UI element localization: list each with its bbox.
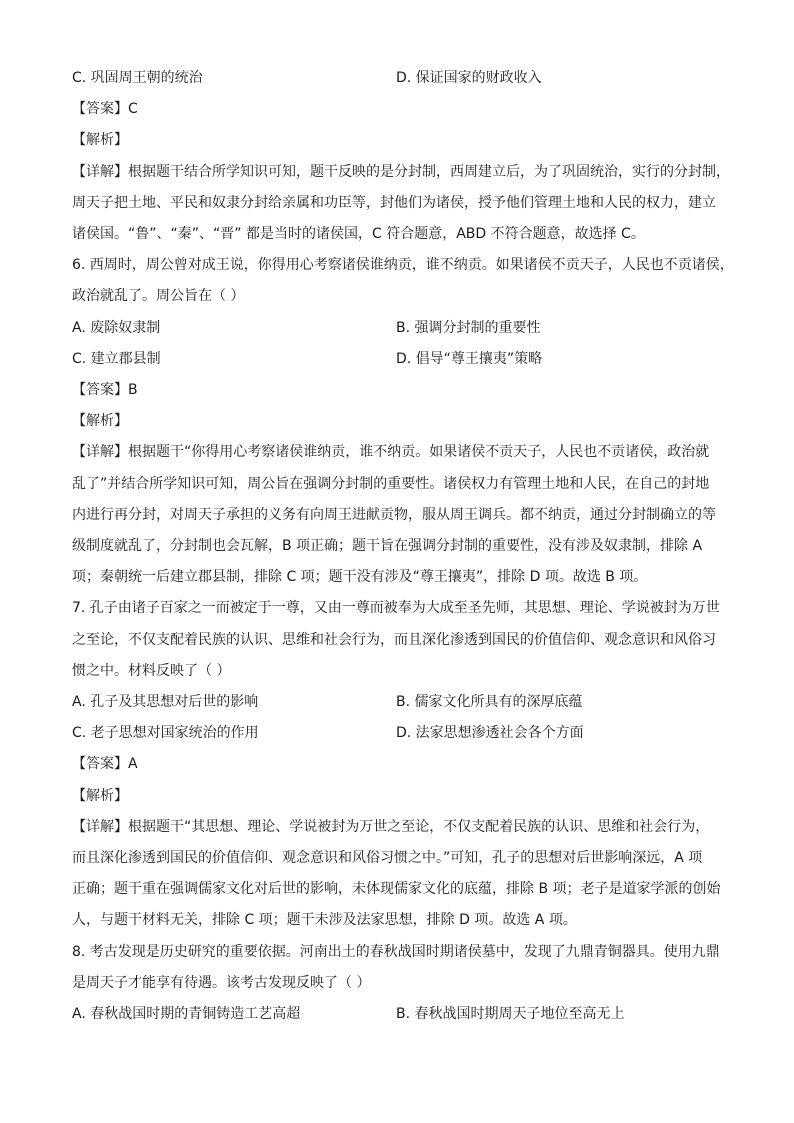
q7-option-b[interactable]: B. 儒家文化所具有的深厚底蕴 [396, 694, 583, 711]
q8-stem-line: 是周天子才能享有待遇。该考古发现反映了（ ） [72, 974, 371, 991]
q7-option-c[interactable]: C. 老子思想对国家统治的作用 [72, 725, 259, 742]
q5-detail-line: 诸侯国。“鲁”、“秦”、“晋” 都是当时的诸侯国，C 符合题意，ABD 不符合题意，故选择 C。 [72, 226, 645, 243]
q5-option-c[interactable]: C. 巩固周王朝的统治 [72, 70, 203, 86]
q8-option-b[interactable]: B. 春秋战国时期周天子地位至高无上 [396, 1006, 625, 1023]
q7-analysis-heading: 【解析】 [72, 787, 128, 804]
q5-options-row-cd [72, 63, 754, 94]
q6-stem-line: 政治就乱了。周公旨在（ ） [72, 288, 245, 305]
q7-stem-line: 惯之中。材料反映了（ ） [72, 662, 231, 679]
q7-answer: 【答案】A [72, 756, 138, 773]
q7-options-row-ab [72, 687, 754, 718]
q7-detail-line: 人，与题干材料无关，排除 C 项；题干未涉及法家思想，排除 D 项。故选 A 项。 [72, 912, 577, 929]
q6-detail-line: 【详解】根据题干“你得用心考察诸侯谁纳贡，谁不纳贡。如果诸侯不贡天子，人民也不贡诸侯，政治就 [72, 444, 710, 461]
q6-stem-line: 6. 西周时，周公曾对成王说，你得用心考察诸侯谁纳贡，谁不纳贡。如果诸侯不贡天子，人民也不贡诸侯， [72, 257, 734, 274]
q5-detail-line: 周天子把土地、平民和奴隶分封给亲属和功臣等，封他们为诸侯，授予他们管理土地和人民的权力，建立 [72, 194, 716, 211]
q8-stem [72, 937, 754, 999]
q6-detail-line: 项；秦朝统一后建立郡县制，排除 C 项；题干没有涉及“尊王攘夷”，排除 D 项。故选 B 项。 [72, 569, 648, 586]
q7-option-a[interactable]: A. 孔子及其思想对后世的影响 [72, 694, 259, 711]
q7-stem [72, 593, 754, 687]
q7-detail [72, 812, 754, 937]
q5-detail-line: 【详解】根据题干结合所学知识可知，题干反映的是分封制，西周建立后，为了巩固统治，实行的分封制， [72, 163, 730, 180]
q6-detail-line: 内进行再分封，对周天子承担的义务有向周王进献贡物，服从周王调兵。都不纳贡，通过分封制确立的等 [72, 506, 716, 523]
q8-option-a[interactable]: A. 春秋战国时期的青铜铸造工艺高超 [72, 1006, 301, 1023]
q6-option-b[interactable]: B. 强调分封制的重要性 [396, 319, 541, 336]
q6-option-a[interactable]: A. 废除奴隶制 [72, 319, 161, 336]
q8-options-row-ab [72, 999, 754, 1030]
q5-answer: 【答案】C [72, 101, 138, 118]
q8-stem-line: 8. 考古发现是历史研究的重要依据。河南出土的春秋战国时期诸侯墓中，发现了九鼎青铜器具。使用九鼎 [72, 943, 720, 960]
q7-stem-line: 之至论，不仅支配着民族的认识、思维和社会行为，而且深化渗透到国民的价值信仰、观念意识和风俗习 [72, 631, 716, 648]
q6-options-row-cd [72, 344, 754, 375]
q6-detail-line: 乱了”并结合所学知识可知，周公旨在强调分封制的重要性。诸侯权力有管理土地和人民，在自己的封地 [72, 475, 710, 492]
q5-option-d[interactable]: D. 保证国家的财政收入 [396, 70, 542, 86]
q6-detail-line: 级制度就乱了，分封制也会瓦解，B 项正确；题干旨在强调分封制的重要性，没有涉及奴隶制，排除 A [72, 538, 703, 555]
q7-stem-line: 7. 孔子由诸子百家之一而被定于一尊，又由一尊而被奉为大成至圣先师，其思想、理论、学说被封为万世 [72, 600, 720, 617]
q6-detail [72, 437, 754, 593]
q7-options-row-cd [72, 718, 754, 749]
q5-analysis-heading: 【解析】 [72, 132, 128, 149]
q6-option-d[interactable]: D. 倡导“尊王攘夷”策略 [396, 350, 543, 367]
q7-detail-line: 正确；题干重在强调儒家文化对后世的影响，未体现儒家文化的底蕴，排除 B 项；老子是道家学派的创始 [72, 881, 721, 898]
q7-detail-line: 【详解】根据题干“其思想、理论、学说被封为万世之至论，不仅支配着民族的认识、思维和社会行为， [72, 818, 710, 835]
q6-options-row-ab [72, 313, 754, 344]
q6-stem [72, 250, 754, 312]
q7-detail-line: 而且深化渗透到国民的价值信仰、观念意识和风俗习惯之中。”可知，孔子的思想对后世影响深远，A 项 [72, 850, 703, 867]
q6-answer: 【答案】B [72, 382, 138, 399]
q6-option-c[interactable]: C. 建立郡县制 [72, 350, 161, 367]
q6-analysis-heading: 【解析】 [72, 413, 128, 430]
q7-option-d[interactable]: D. 法家思想渗透社会各个方面 [396, 725, 584, 742]
q5-detail [72, 157, 754, 251]
